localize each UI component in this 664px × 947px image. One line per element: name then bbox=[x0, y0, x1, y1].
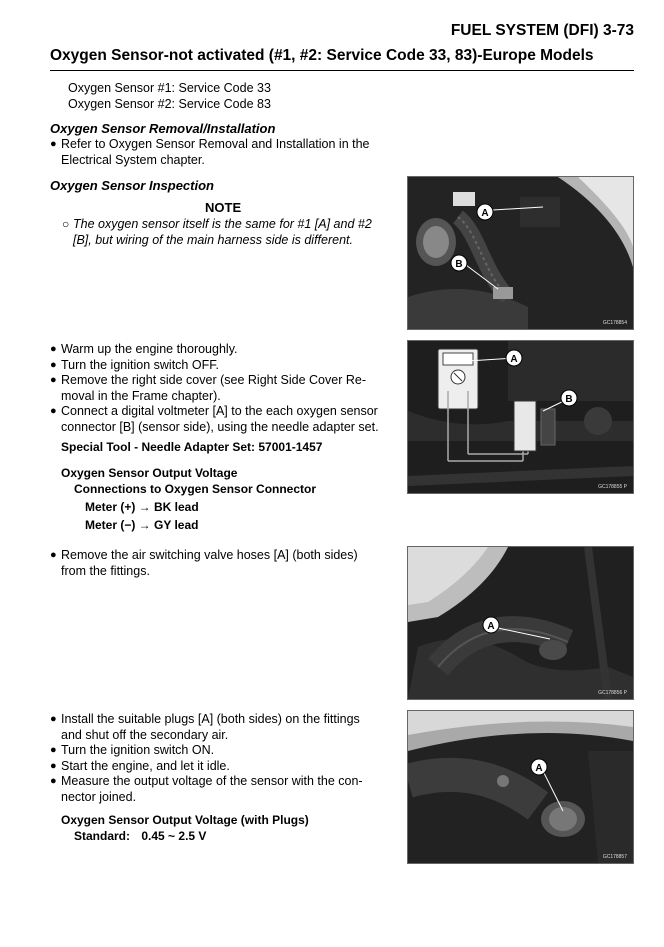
special-tool: Special Tool - Needle Adapter Set: 57001-1457 bbox=[61, 440, 323, 454]
step-remove-cover-line-1: Remove the right side cover (see Right Side Cover Re- bbox=[61, 373, 366, 388]
step-install-plugs-line-2: and shut off the secondary air. bbox=[61, 727, 229, 742]
steps3-list bbox=[50, 712, 401, 806]
meter-plus: Meter (+) → BK lead bbox=[85, 500, 199, 514]
step-connect-voltmeter-line-2: connector [B] (sensor side), using the needle adapter set. bbox=[61, 419, 379, 434]
removal-bullet-line-1: Refer to Oxygen Sensor Removal and Installation in the bbox=[61, 137, 370, 151]
step-connect-voltmeter-line-1: Connect a digital voltmeter [A] to the each oxygen sensor bbox=[61, 404, 378, 419]
list-item bbox=[50, 404, 401, 435]
bullet-icon: ● bbox=[50, 775, 57, 788]
step-ignition-off: Turn the ignition switch OFF. bbox=[61, 357, 219, 372]
callout-b-label: B bbox=[565, 394, 573, 405]
removal-bullet bbox=[50, 137, 401, 168]
steps1-list bbox=[50, 342, 401, 436]
list-item bbox=[50, 357, 401, 374]
callout-a-label: A bbox=[535, 763, 543, 774]
note-text bbox=[62, 216, 403, 248]
bullet-icon: ● bbox=[50, 138, 57, 150]
figure-2-photo bbox=[407, 340, 634, 494]
list-item bbox=[50, 373, 401, 404]
standard-value: 0.45 ~ 2.5 V bbox=[141, 829, 207, 843]
page-title: Oxygen Sensor-not activated (#1, #2: Service Code 33, 83)-Europe Models bbox=[50, 47, 594, 64]
step-ignition-on: Turn the ignition switch ON. bbox=[61, 743, 215, 758]
bullet-icon: ● bbox=[50, 549, 57, 561]
bullet-icon: ● bbox=[50, 374, 57, 387]
removal-bullet-line-2: Electrical System chapter. bbox=[61, 152, 205, 167]
step-measure-line-1: Measure the output voltage of the sensor with the con- bbox=[61, 774, 363, 789]
list-item bbox=[50, 342, 401, 358]
figure-3-photo bbox=[407, 546, 634, 700]
note-heading: NOTE bbox=[205, 200, 242, 215]
step-remove-cover-line-2: moval in the Frame chapter). bbox=[61, 388, 221, 403]
inspection-heading: Oxygen Sensor Inspection bbox=[50, 178, 214, 193]
figure-2-code: GC178855 P bbox=[598, 484, 627, 490]
figure-4-photo bbox=[407, 710, 634, 864]
callout-a-label: A bbox=[487, 621, 495, 632]
step-measure-line-2: nector joined. bbox=[61, 789, 137, 804]
step-start-engine: Start the engine, and let it idle. bbox=[61, 758, 230, 773]
bullet-icon: ● bbox=[50, 358, 57, 371]
figure-1-code: GC178854 bbox=[602, 320, 627, 326]
bullet-icon: ● bbox=[50, 343, 57, 355]
step-remove-hoses-line-1: Remove the air switching valve hoses [A] (both sides) bbox=[61, 548, 358, 562]
steps2-list bbox=[50, 548, 401, 579]
callout-b-label: B bbox=[455, 259, 463, 270]
step-remove-hoses-line-2: from the fittings. bbox=[61, 563, 150, 578]
bullet-icon: ● bbox=[50, 744, 57, 757]
list-item bbox=[50, 712, 401, 743]
bullet-icon: ● bbox=[50, 759, 57, 772]
list-item bbox=[50, 743, 401, 759]
title-rule bbox=[50, 70, 634, 71]
step-install-plugs-line-1: Install the suitable plugs [A] (both sides) on the fittings bbox=[61, 712, 360, 726]
figure-4-code: GC178857 bbox=[602, 854, 627, 860]
output-voltage-title: Oxygen Sensor Output Voltage bbox=[61, 466, 238, 480]
callout-a-label: A bbox=[510, 354, 518, 365]
figure-3-code: GC178856 P bbox=[598, 690, 627, 696]
connections-title: Connections to Oxygen Sensor Connector bbox=[74, 482, 317, 496]
bullet-icon: ● bbox=[50, 405, 57, 418]
standard-label: Standard: bbox=[74, 829, 131, 843]
list-item bbox=[50, 758, 401, 775]
note-circle-icon: ○ bbox=[62, 217, 70, 231]
note-line-1: The oxygen sensor itself is the same for #1 [A] and #2 bbox=[73, 217, 372, 231]
note-line-2: [B], but wiring of the main harness side is different. bbox=[73, 233, 353, 247]
output-voltage-plugs-title: Oxygen Sensor Output Voltage (with Plugs) bbox=[61, 813, 309, 827]
figure-1-photo bbox=[407, 176, 634, 330]
page-header: FUEL SYSTEM (DFI) 3-73 bbox=[450, 22, 634, 39]
list-item bbox=[50, 774, 401, 805]
removal-heading: Oxygen Sensor Removal/Installation bbox=[50, 121, 276, 136]
standard-spec bbox=[74, 828, 206, 844]
bullet-icon: ● bbox=[50, 713, 57, 725]
intro-line-1: Oxygen Sensor #1: Service Code 33 bbox=[68, 81, 271, 95]
step-warm-up: Warm up the engine thoroughly. bbox=[61, 342, 238, 356]
intro-line-2: Oxygen Sensor #2: Service Code 83 bbox=[68, 97, 271, 111]
meter-minus: Meter (−) → GY lead bbox=[85, 518, 199, 532]
callout-a-label: A bbox=[481, 208, 489, 219]
